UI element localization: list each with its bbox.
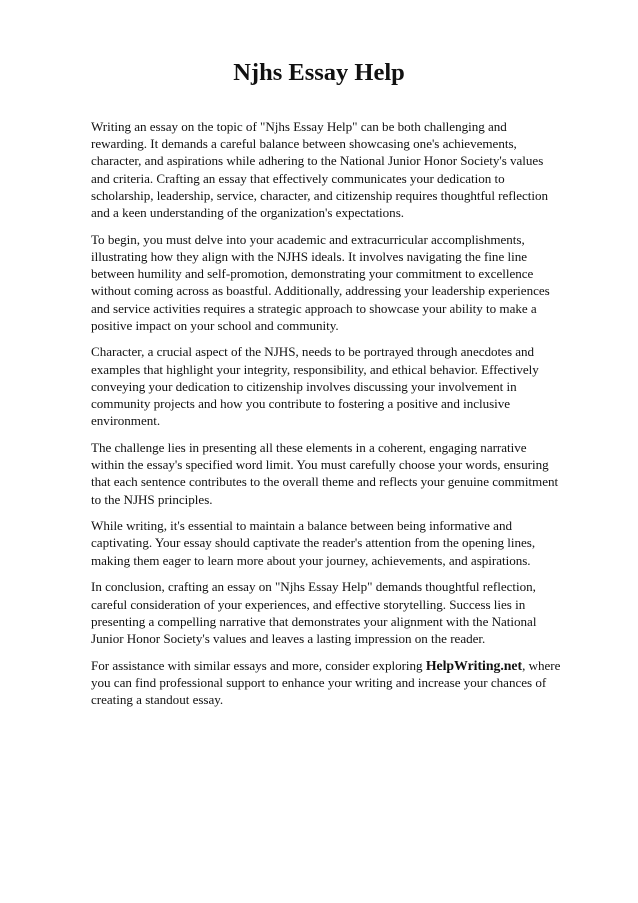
paragraph-character: Character, a crucial aspect of the NJHS, needs to be portrayed through anecdotes and examples that highlight your integrity, responsibility, and ethical behavior. Effectively conveying your dedication to citizenship involves discussing your involvement in community projects and how you contribute to fostering a positive and inclusive environment. [91, 344, 539, 429]
page-title: Njhs Essay Help [233, 59, 405, 86]
paragraph-closing [91, 657, 561, 709]
closing-text-after-link: , where you can find professional support to enhance your writing and increase your chances of creating a standout essay. [91, 657, 561, 708]
paragraph-conclusion: In conclusion, crafting an essay on "Njhs Essay Help" demands thoughtful reflection, careful consideration of your experiences, and effective storytelling. Success lies in presenting a compelling narrative that demonstrates your alignment with the National Junior Honor Society's values and leaves a lasting impression on the reader. [91, 579, 537, 646]
paragraph-intro: Writing an essay on the topic of "Njhs Essay Help" can be both challenging and rewarding. It demands a careful balance between showcasing one's achievements, character, and aspirations while adhering to the National Junior Honor Society's values and criteria. Crafting an essay that effectively communicates your dedication to scholarship, leadership, service, character, and citizenship requires thoughtful reflection and a keen understanding of the organization's expectations. [91, 119, 549, 221]
helpwriting-link[interactable]: HelpWriting.net [425, 657, 523, 673]
closing-text-before-link: For assistance with similar essays and more, consider exploring [91, 657, 426, 673]
paragraph-accomplishments: To begin, you must delve into your academic and extracurricular accomplishments, illustrating how they align with the NJHS ideals. It involves navigating the fine line between humility and self-promotion, demonstrating your commitment to excellence without coming across as boastful. Additionally, addressing your leadership experiences and service activities requires a strategic approach to showcase your ability to make a positive impact on your school and community. [91, 231, 550, 333]
paragraph-writing-balance: While writing, it's essential to maintain a balance between being informative and captivating. Your essay should captivate the reader's attention from the opening lines, making them eager to learn more about your journey, achievements, and aspirations. [91, 518, 536, 568]
paragraph-challenge: The challenge lies in presenting all these elements in a coherent, engaging narrative within the essay's specified word limit. You must carefully choose your words, ensuring that each sentence contributes to the overall theme and reflects your genuine commitment to the NJHS principles. [91, 439, 559, 507]
document-body [91, 118, 561, 718]
